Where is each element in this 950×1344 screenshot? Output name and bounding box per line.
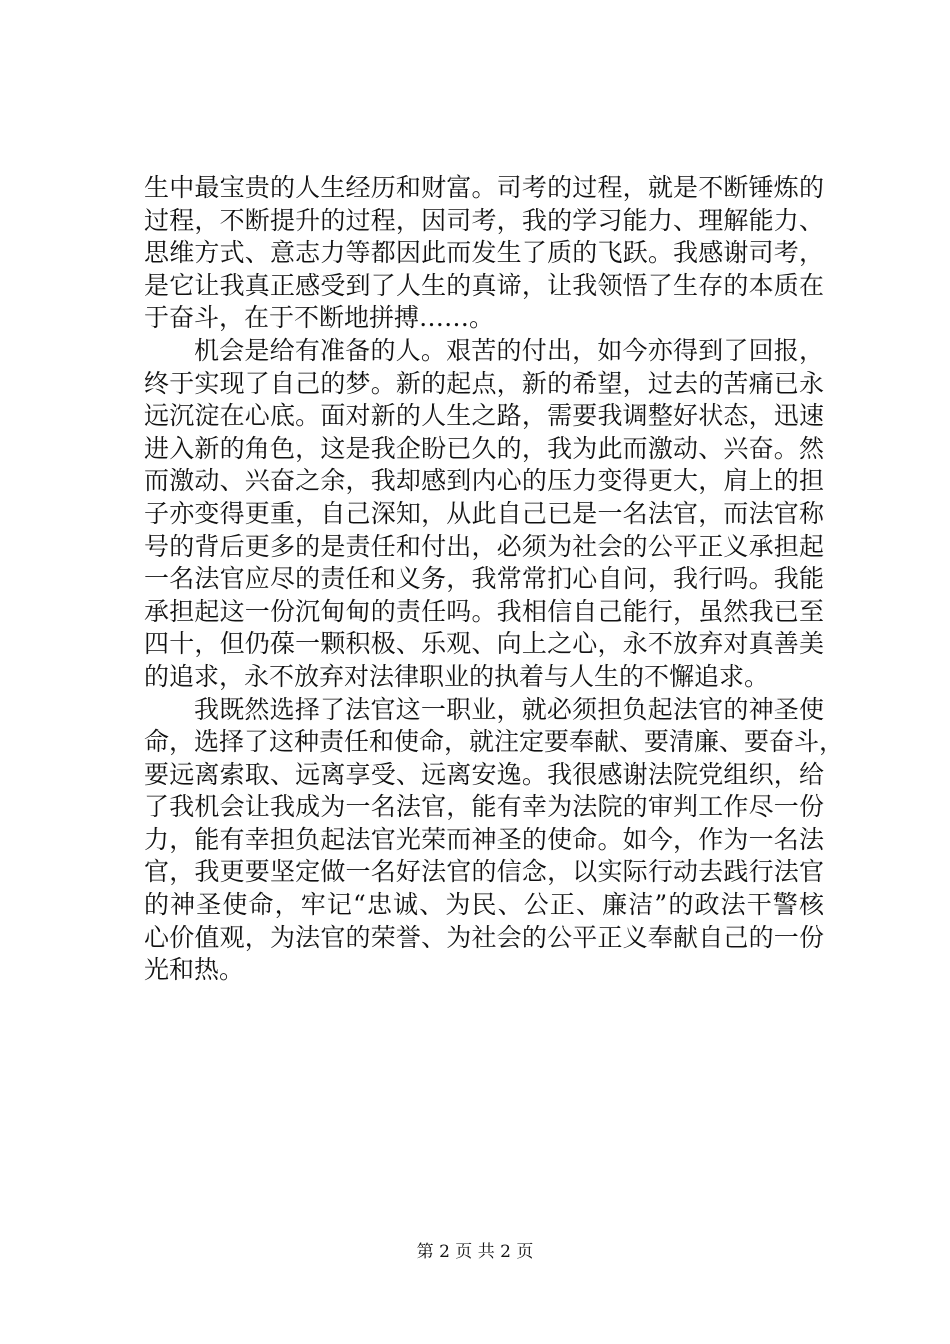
text-line: 我既然选择了法官这一职业，就必须担负起法官的神圣使 [194, 694, 824, 724]
text-line: 生中最宝贵的人生经历和财富。司考的过程，就是不断锤炼的 [144, 173, 824, 202]
text-line: 远沉淀在心底。面对新的人生之路，需要我调整好状态，迅速 [144, 401, 824, 431]
text-line: 的追求，永不放弃对法律职业的执着与人生的不懈追求。 [144, 661, 770, 691]
body-text [144, 172, 845, 987]
text-line: 力，能有幸担负起法官光荣而神圣的使命。如今，作为一名法 [144, 824, 824, 854]
text-line: 是它让我真正感受到了人生的真谛，让我领悟了生存的本质在 [144, 270, 824, 300]
text-line: 一名法官应尽的责任和义务，我常常扪心自问，我行吗。我能 [144, 564, 824, 594]
text-line: 机会是给有准备的人。艰苦的付出，如今亦得到了回报， [194, 335, 824, 365]
text-line: 思维方式、意志力等都因此而发生了质的飞跃。我感谢司考， [144, 238, 824, 268]
text-line: 进入新的角色，这是我企盼已久的，我为此而激动、兴奋。然 [144, 433, 824, 463]
text-line: 官，我更要坚定做一名好法官的信念，以实际行动去践行法官 [144, 857, 824, 887]
text-line: 光和热。 [144, 955, 245, 985]
text-line: 了我机会让我成为一名法官，能有幸为法院的审判工作尽一份 [144, 792, 824, 822]
text-line: 而激动、兴奋之余，我却感到内心的压力变得更大，肩上的担 [144, 466, 824, 496]
text-line: 号的背后更多的是责任和付出，必须为社会的公平正义承担起 [144, 531, 824, 561]
text-line: 承担起这一份沉甸甸的责任吗。我相信自己能行，虽然我已至 [144, 596, 824, 626]
text-line: 过程，不断提升的过程，因司考，我的学习能力、理解能力、 [144, 205, 824, 235]
text-line: 四十，但仍葆一颗积极、乐观、向上之心，永不放弃对真善美 [144, 629, 824, 659]
text-line: 的神圣使命，牢记“忠诚、为民、公正、廉洁”的政法干警核 [144, 890, 824, 920]
text-line: 于奋斗，在于不断地拼搏……。 [144, 303, 495, 333]
text-line: 终于实现了自己的梦。新的起点，新的希望，过去的苦痛已永 [144, 368, 824, 398]
text-line: 子亦变得更重，自己深知，从此自己已是一名法官，而法官称 [144, 498, 824, 528]
text-line: 命，选择了这种责任和使命，就注定要奉献、要清廉、要奋斗， [144, 727, 845, 757]
text-line: 心价值观，为法官的荣誉、为社会的公平正义奉献自己的一份 [144, 922, 824, 952]
page-number-footer: 第 2 页 共 2 页 [416, 1242, 534, 1262]
text-line: 要远离索取、远离享受、远离安逸。我很感谢法院党组织，给 [144, 759, 824, 789]
